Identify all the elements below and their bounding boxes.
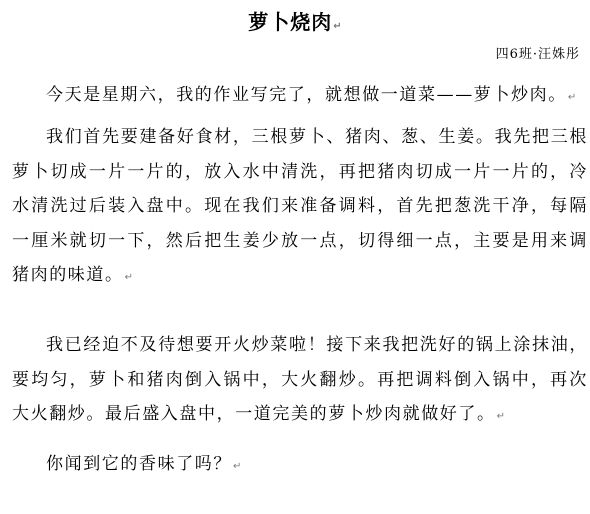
paragraph-mark-icon: ↵ [496,411,505,422]
paragraph-text: 今天是星期六，我的作业写完了，就想做一道菜——萝卜炒肉。 [46,85,567,105]
author-line: 四6班·汪姝彤 [495,47,580,62]
paragraph-mark-icon: ↵ [333,21,342,32]
paragraph-text: 我们首先要建备好食材，三根萝卜、猪肉、葱、生姜。我先把三根萝卜切成一片一片的，放入水中清洗，再把猪肉切成一片一片的，冷水清洗过后装入盘中。现在我们来准备调料，首先把葱洗干净，每隔一厘米就切一下，然后把生姜少放一点，切得细一点，主要是用来调猪肉的味道。 [12,127,588,285]
paragraph-3 [12,328,588,435]
paragraph-mark-icon: ↵ [567,92,577,103]
paragraph-text: 你闻到它的香味了吗？ [46,454,232,474]
paragraph-1 [12,78,588,116]
paragraph-mark-icon: ↵ [124,272,133,283]
paragraph-2 [12,120,588,296]
paragraph-mark-icon: ↵ [233,461,242,472]
title-text: 萝卜烧肉 [248,10,333,34]
paragraph-text: 我已经迫不及待想要开火炒菜啦！接下来我把洗好的锅上涂抹油，要均匀，萝卜和猪肉倒入锅中，大火翻炒。再把调料倒入锅中，再次大火翻炒。最后盛入盘中，一道完美的萝卜炒肉就做好了。 [12,335,588,424]
paragraph-4 [12,447,588,485]
document-title [0,8,590,41]
